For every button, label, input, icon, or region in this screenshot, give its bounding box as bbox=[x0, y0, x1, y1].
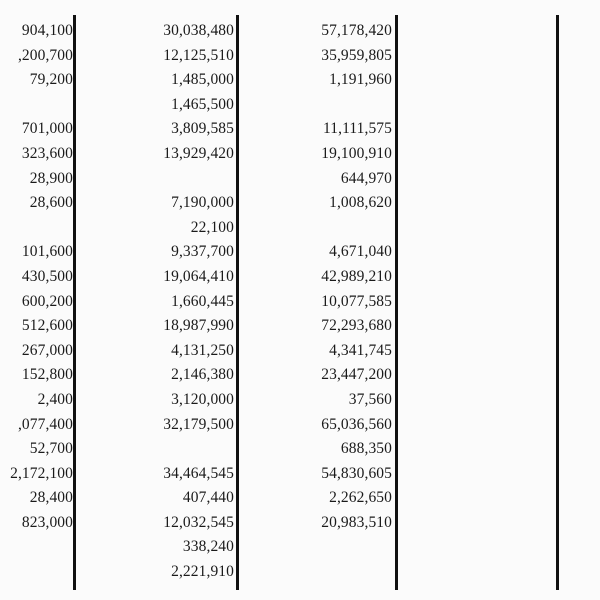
table-cell: 11,111,575 bbox=[322, 120, 392, 138]
table-cell: 52,700 bbox=[29, 440, 73, 458]
table-cell: 3,809,585 bbox=[171, 120, 234, 138]
table-cell: 18,987,990 bbox=[163, 317, 234, 335]
table-cell bbox=[321, 93, 392, 118]
table-cell: 338,240 bbox=[182, 538, 234, 556]
table-cell: 101,600 bbox=[21, 243, 73, 261]
table-cell: 1,660,445 bbox=[171, 292, 234, 310]
table-cell: 35,959,805 bbox=[321, 46, 392, 64]
table-cell bbox=[321, 560, 392, 585]
table-cell: 430,500 bbox=[21, 267, 73, 285]
table-column-2 bbox=[163, 19, 234, 585]
table-cell: 4,341,745 bbox=[329, 341, 392, 359]
table-cell: 12,032,545 bbox=[163, 513, 234, 531]
table-cell bbox=[163, 437, 234, 462]
table-cell: 7,190,000 bbox=[171, 194, 234, 212]
table-cell bbox=[321, 535, 392, 560]
table-cell: 57,178,420 bbox=[321, 22, 392, 39]
table-cell bbox=[10, 535, 73, 560]
column-rule bbox=[73, 15, 76, 590]
table-cell: 407,440 bbox=[182, 489, 234, 507]
table-cell: 688,350 bbox=[340, 440, 392, 458]
table-cell: 23,447,200 bbox=[321, 366, 392, 384]
table-cell: 20,983,510 bbox=[321, 513, 392, 531]
table-cell: 4,131,250 bbox=[171, 341, 234, 359]
table-cell: 32,179,500 bbox=[163, 415, 234, 433]
table-cell: 267,000 bbox=[21, 341, 73, 359]
table-cell: 1,191,960 bbox=[329, 71, 392, 89]
table-cell: 72,293,680 bbox=[321, 317, 392, 335]
table-cell bbox=[321, 216, 392, 241]
table-cell: 904,100 bbox=[21, 22, 73, 39]
table-cell: 19,064,410 bbox=[163, 267, 234, 285]
table-cell: 644,970 bbox=[340, 169, 392, 187]
table-cell: 2,146,380 bbox=[171, 366, 234, 384]
table-column-3 bbox=[321, 19, 392, 585]
table-cell: 79,200 bbox=[29, 71, 73, 89]
table-cell: 13,929,420 bbox=[163, 144, 234, 162]
table-cell: 152,800 bbox=[21, 366, 73, 384]
table-cell: 512,600 bbox=[21, 317, 73, 335]
table-cell: 54,830,605 bbox=[321, 464, 392, 482]
table-cell: 1,465,500 bbox=[171, 95, 234, 113]
table-cell: 2,262,650 bbox=[329, 489, 392, 507]
table-cell: 1,485,000 bbox=[171, 71, 234, 89]
table-cell: 34,464,545 bbox=[163, 464, 234, 482]
table-cell: 30,038,480 bbox=[163, 22, 234, 39]
table-cell: 19,100,910 bbox=[321, 144, 392, 162]
table-cell: 1,008,620 bbox=[329, 194, 392, 212]
table-cell: 2,172,100 bbox=[10, 464, 73, 482]
table-cell bbox=[10, 216, 73, 241]
table-cell: 28,600 bbox=[29, 194, 73, 212]
table-cell: 323,600 bbox=[21, 144, 73, 162]
column-rule bbox=[556, 15, 559, 590]
table-cell bbox=[163, 167, 234, 192]
table-cell: 42,989,210 bbox=[321, 267, 392, 285]
table-cell bbox=[10, 560, 73, 585]
table-cell: 10,077,585 bbox=[321, 292, 392, 310]
table-cell: 600,200 bbox=[21, 292, 73, 310]
table-cell: 2,400 bbox=[37, 390, 73, 408]
table-cell: ,077,400 bbox=[17, 415, 73, 433]
table-cell: 4,671,040 bbox=[329, 243, 392, 261]
table-cell: 12,125,510 bbox=[163, 46, 234, 64]
table-cell: 823,000 bbox=[21, 513, 73, 531]
table-cell: ,200,700 bbox=[17, 46, 73, 64]
table-cell: 2,221,910 bbox=[171, 563, 234, 581]
table-cell: 28,400 bbox=[29, 489, 73, 507]
table-cell: 22,100 bbox=[190, 218, 234, 236]
table-cell: 3,120,000 bbox=[171, 390, 234, 408]
table-column-1 bbox=[10, 19, 73, 585]
table-cell: 65,036,560 bbox=[321, 415, 392, 433]
table-cell bbox=[10, 93, 73, 118]
column-rule bbox=[236, 15, 239, 590]
table-cell: 9,337,700 bbox=[171, 243, 234, 261]
table-cell: 37,560 bbox=[348, 390, 392, 408]
table-cell: 28,900 bbox=[29, 169, 73, 187]
column-rule bbox=[395, 15, 398, 590]
table-cell: 701,000 bbox=[21, 120, 73, 138]
